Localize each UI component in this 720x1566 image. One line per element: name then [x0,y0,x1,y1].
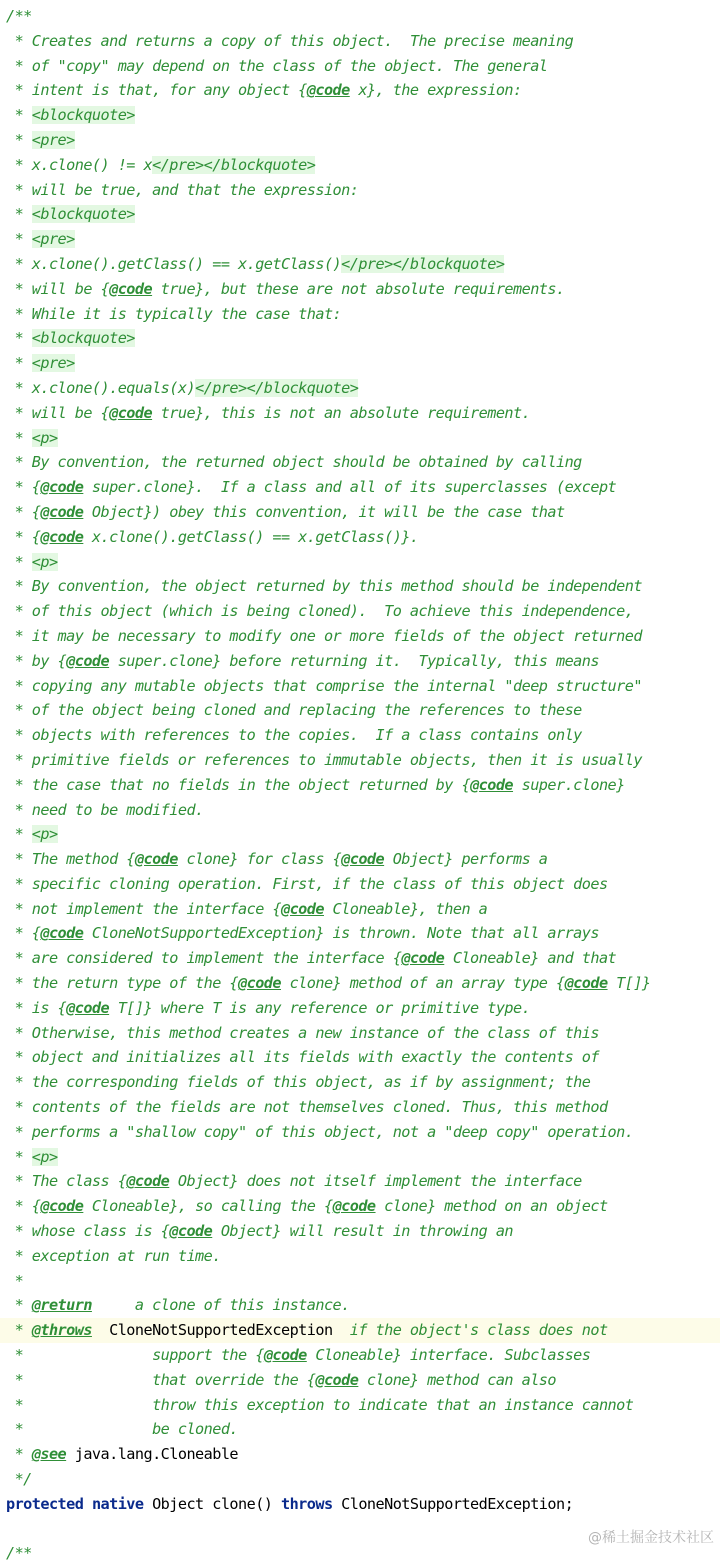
code-line[interactable] [0,1368,720,1393]
javadoc-tag: @code [564,974,608,993]
comment-text: * exception at run time. [6,1246,221,1265]
comment-text: * [6,1321,32,1340]
comment-text: * { [6,502,41,521]
code-line[interactable] [0,525,720,550]
comment-text: true}, this is not an absolute requirement. [152,403,531,422]
javadoc-tag: @code [126,1172,170,1191]
code-line[interactable] [0,252,720,277]
html-tag: <p> [31,552,58,571]
watermark: @稀土掘金技术社区 [588,1530,714,1546]
javadoc-tag: @code [66,651,110,670]
comment-text: /** [6,7,32,25]
code-line[interactable] [0,1343,720,1368]
comment-text: * the corresponding fields of this object, as if by assignment; the [6,1073,591,1092]
code-text: CloneNotSupportedException [91,1321,333,1340]
code-line[interactable] [0,351,720,376]
comment-text: * performs a "shallow copy" of this object, not a "deep copy" operation. [6,1122,634,1141]
html-tag: <blockquote> [31,329,135,348]
javadoc-tag: @code [238,974,281,993]
code-line[interactable] [0,773,720,798]
code-line[interactable] [0,649,720,674]
comment-text: * [6,130,32,149]
comment-text: Object} performs a [384,850,548,869]
comment-text: * While it is typically the case that: [6,304,342,323]
code-line[interactable] [0,1120,720,1145]
html-tag: <p> [31,1147,58,1166]
keyword: protected [6,1494,84,1513]
comment-text: T[]} where T is any reference or primitive type. [109,998,531,1017]
javadoc-tag: @code [109,403,153,422]
code-line[interactable] [0,103,720,128]
code-line[interactable] [0,847,720,872]
comment-text: * [6,552,32,571]
javadoc-tag: @code [169,1222,213,1241]
code-line[interactable] [0,29,720,54]
code-line[interactable] [0,1244,720,1269]
javadoc-tag: @code [40,1197,84,1216]
comment-text: super.clone} before returning it. Typically, this means [109,651,599,670]
comment-text: * that override the { [6,1370,316,1389]
comment-text: * by { [6,651,67,670]
code-line[interactable] [0,872,720,897]
code-line[interactable] [0,54,720,79]
comment-text: * will be { [6,279,110,298]
code-line[interactable] [0,1318,720,1343]
code-line[interactable] [0,698,720,723]
comment-text: * [6,230,32,249]
code-text [83,1495,92,1513]
html-tag: <p> [31,825,58,844]
javadoc-tag: @code [306,81,350,100]
code-line[interactable] [0,475,720,500]
comment-text: Object} does not itself implement the interface [169,1172,582,1191]
comment-text: * [6,1296,32,1315]
code-line[interactable] [0,302,720,327]
comment-text: * of the object being cloned and replacing the references to these [6,701,582,720]
code-line[interactable] [0,946,720,971]
javadoc-tag: @code [40,924,84,943]
code-line[interactable] [0,1021,720,1046]
comment-text: * the return type of the { [6,974,239,993]
comment-text: true}, but these are not absolute requirements. [152,279,565,298]
code-line[interactable] [0,1194,720,1219]
code-line[interactable] [0,798,720,823]
html-tag: <pre> [31,230,75,249]
html-tag: <blockquote> [31,205,135,224]
comment-text: T[]} [607,974,651,993]
comment-text: Cloneable} and that [444,949,617,968]
comment-text: a clone of this instance. [91,1296,350,1315]
javadoc-tag: @code [315,1370,359,1389]
comment-text: * throw this exception to indicate that an instance cannot [6,1395,634,1414]
code-line[interactable] [0,426,720,451]
comment-text: * [6,1445,32,1464]
comment-text: * x.clone().getClass() == x.getClass() [6,254,342,273]
comment-text: * [6,1271,24,1290]
javadoc-tag: @code [263,1346,307,1365]
code-line[interactable] [0,996,720,1021]
comment-text: * not implement the interface { [6,899,281,918]
html-tag: <pre> [31,130,75,149]
comment-text: Object} will result in throwing an [212,1222,514,1241]
comment-text: clone} method on an object [375,1197,608,1216]
comment-text: * { [6,527,41,546]
html-tag: </pre></blockquote> [152,155,316,174]
html-tag: </pre></blockquote> [341,254,505,273]
comment-text: * the case that no fields in the object returned by { [6,775,471,794]
javadoc-tag: @code [134,850,178,869]
html-tag: <pre> [31,354,75,373]
comment-text: */ [6,1470,32,1489]
comment-text: * x.clone() != x [6,155,153,174]
code-line[interactable] [0,1293,720,1318]
comment-text: * of "copy" may depend on the class of the object. The general [6,56,548,75]
comment-text: * will be true, and that the expression: [6,180,359,199]
comment-text: * it may be necessary to modify one or more fields of the object returned [6,626,642,645]
javadoc-tag: @code [401,949,445,968]
code-line[interactable] [0,4,720,29]
code-line[interactable] [0,1219,720,1244]
code-editor[interactable] [0,4,720,1566]
code-line[interactable] [0,550,720,575]
code-line[interactable] [0,500,720,525]
comment-text: super.clone}. If a class and all of its superclasses (except [83,478,617,497]
comment-text: * object and initializes all its fields with exactly the contents of [6,1048,599,1067]
code-line[interactable] [0,1269,720,1294]
comment-text: super.clone} [513,775,625,794]
code-line[interactable] [0,1070,720,1095]
comment-text: * contents of the fields are not themselves cloned. Thus, this method [6,1098,608,1117]
comment-text: * objects with references to the copies. If a class contains only [6,726,582,745]
comment-text: Cloneable} interface. Subclasses [306,1346,591,1365]
comment-text: * Creates and returns a copy of this object. The precise meaning [6,31,574,50]
comment-text: * x.clone().equals(x) [6,378,196,397]
code-line[interactable] [0,1145,720,1170]
comment-text: clone} method of an array type { [281,974,565,993]
comment-text: * { [6,478,41,497]
comment-text: * whose class is { [6,1222,170,1241]
comment-text: /** [6,1544,32,1563]
html-tag: <p> [31,428,58,447]
comment-text: * support the { [6,1346,264,1365]
comment-text: Object}) obey this convention, it will be the case that [83,502,565,521]
comment-text: * specific cloning operation. First, if the class of this object does [6,874,608,893]
html-tag: <blockquote> [31,106,135,125]
javadoc-tag: @code [109,279,153,298]
code-line[interactable] [0,326,720,351]
code-line[interactable] [0,1492,720,1517]
comment-text: * [6,1147,32,1166]
javadoc-tag: @code [66,998,110,1017]
code-line[interactable] [0,1467,720,1492]
comment-text: * copying any mutable objects that comprise the internal "deep structure" [6,676,642,695]
code-line[interactable] [0,202,720,227]
code-line[interactable] [0,748,720,773]
comment-text: * The method { [6,850,135,869]
comment-text: * By convention, the returned object should be obtained by calling [6,453,582,472]
comment-text: * [6,329,32,348]
comment-text: * Otherwise, this method creates a new instance of the class of this [6,1023,599,1042]
keyword: native [91,1494,144,1513]
comment-text: * { [6,924,41,943]
code-line[interactable] [0,674,720,699]
code-line[interactable] [0,897,720,922]
code-text: java.lang.Cloneable [66,1445,239,1464]
comment-text: clone} method can also [358,1370,556,1389]
html-tag: </pre></blockquote> [195,378,359,397]
comment-text: * are considered to implement the interface { [6,949,402,968]
comment-text: * [6,428,32,447]
code-line[interactable] [0,1417,720,1442]
code-line[interactable] [0,723,720,748]
code-line[interactable] [0,822,720,847]
code-line[interactable] [0,178,720,203]
comment-text: * primitive fields or references to immutable objects, then it is usually [6,750,642,769]
code-line[interactable] [0,624,720,649]
javadoc-tag: @code [40,478,84,497]
code-line[interactable] [0,153,720,178]
comment-text: CloneNotSupportedException} is thrown. Note that all arrays [83,924,599,943]
code-line[interactable] [0,376,720,401]
comment-text: * be cloned. [6,1420,239,1439]
code-line[interactable] [0,401,720,426]
code-line[interactable] [0,1169,720,1194]
code-line[interactable] [0,599,720,624]
code-line[interactable] [0,277,720,302]
keyword: throws [281,1494,333,1513]
comment-text: * will be { [6,403,110,422]
comment-text: x.clone().getClass() == x.getClass()}. [83,527,419,546]
comment-text: * need to be modified. [6,800,204,819]
code-line[interactable] [0,1442,720,1467]
code-text: CloneNotSupportedException; [332,1494,574,1513]
javadoc-tag: @throws [31,1321,92,1340]
comment-text: * is { [6,998,67,1017]
comment-text: * intent is that, for any object { [6,81,307,100]
javadoc-tag: @see [31,1445,67,1464]
comment-text: x}, the expression: [349,81,522,100]
javadoc-tag: @return [31,1296,92,1315]
javadoc-tag: @code [470,775,514,794]
code-line[interactable] [0,227,720,252]
code-text: Object clone() [143,1494,281,1513]
code-line[interactable] [0,1095,720,1120]
code-line[interactable] [0,1045,720,1070]
code-line[interactable] [0,921,720,946]
comment-text: * [6,354,32,373]
code-line[interactable] [0,1393,720,1418]
comment-text: * [6,825,32,844]
javadoc-tag: @code [341,850,385,869]
comment-text: * [6,205,32,224]
comment-text: clone} for class { [177,850,342,869]
code-line[interactable] [0,128,720,153]
javadoc-tag: @code [332,1197,376,1216]
javadoc-tag: @code [40,502,84,521]
comment-text: * { [6,1197,41,1216]
code-line[interactable] [0,574,720,599]
code-line[interactable] [0,971,720,996]
comment-text: * The class { [6,1172,127,1191]
code-line[interactable] [0,78,720,103]
comment-text: * of this object (which is being cloned). To achieve this independence, [6,602,634,621]
javadoc-tag: @code [281,899,324,918]
comment-text: Cloneable}, then a [323,899,488,918]
javadoc-tag: @code [40,527,84,546]
comment-text: * By convention, the object returned by this method should be independent [6,577,642,596]
comment-text: Cloneable}, so calling the { [83,1197,333,1216]
comment-text: if the object's class does not [332,1321,608,1340]
code-line[interactable] [0,450,720,475]
comment-text: * [6,106,32,125]
